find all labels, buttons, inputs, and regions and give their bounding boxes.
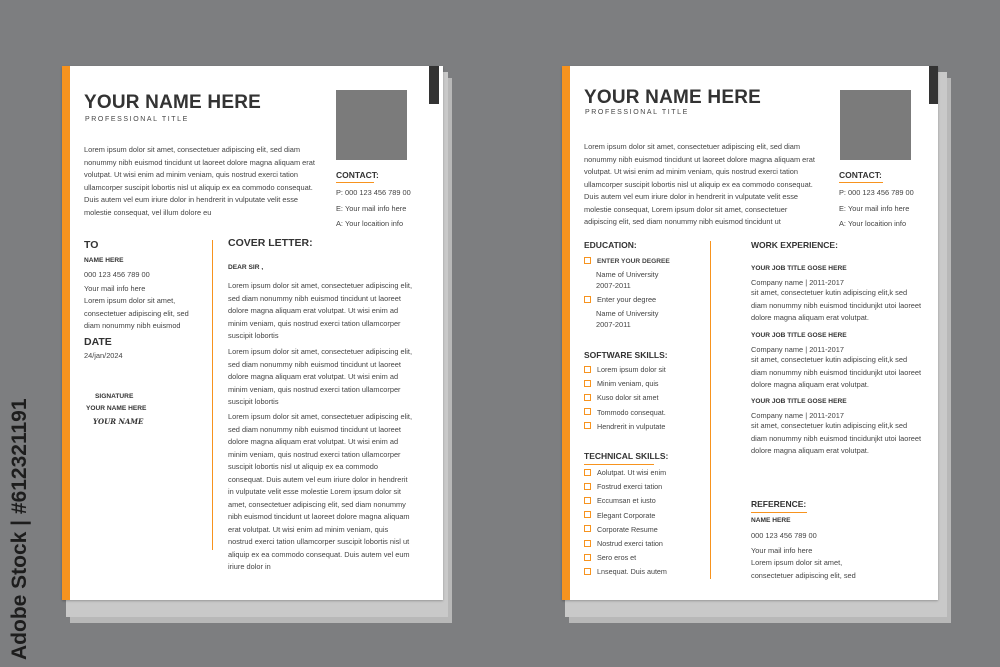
list-item: Lnsequat. Duis autem <box>584 565 667 579</box>
list-item: Eccumsan et iusto <box>584 494 667 508</box>
reference-phone: 000 123 456 789 00 <box>751 531 817 540</box>
checkbox-icon <box>584 511 591 518</box>
contact-heading: CONTACT: <box>839 170 882 180</box>
corner-tab <box>429 66 439 104</box>
technical-skills-list <box>584 466 667 580</box>
cover-letter-page <box>62 66 443 600</box>
list-item: Elegant Corporate <box>584 509 667 523</box>
to-email: Your mail info here <box>84 284 146 293</box>
experience-heading: WORK EXPERIENCE: <box>751 240 838 250</box>
contact-email-label: E: <box>839 204 846 213</box>
software-skills-list <box>584 363 666 434</box>
letter-paragraph-1: Lorem ipsum dolor sit amet, consectetuer adipiscing elit, sed diam nonummy nibh euismod tincidunt ut laoreet dolore magna aliquam erat volutpat. Ut wisi enim ad minim veniam, quis nostrud exerci tation ullamcorper suscipit lobortis <box>228 281 413 340</box>
checkbox-icon <box>584 568 591 575</box>
contact-underline <box>839 182 883 183</box>
contact-email: Your mail info here <box>345 204 407 213</box>
column-divider <box>212 240 213 550</box>
contact-email-label: E: <box>336 204 343 213</box>
to-heading: TO <box>84 239 99 251</box>
job-description-2: sit amet, consectetuer kutin adipiscing elit,k sed diam nonummy nibh euismod tincidunjkt utoi laoreet dolore magna aliquam erat volutpat. <box>751 355 922 389</box>
checkbox-icon <box>584 483 591 490</box>
contact-phone: 000 123 456 789 00 <box>848 188 914 197</box>
list-item: Nostrud exerci tation <box>584 537 667 551</box>
name-title: YOUR NAME HERE <box>584 87 761 108</box>
job-company-2: Company name | 2011-2017 <box>751 345 844 354</box>
list-item: Fostrud exerci tation <box>584 480 667 494</box>
reference-address: Lorem ipsum dolor sit amet, consectetuer adipiscing elit, sed <box>751 558 856 580</box>
handwritten-signature: YOUR NAME <box>93 417 144 426</box>
signature-name: YOUR NAME HERE <box>86 405 147 412</box>
education-degree-1: ENTER YOUR DEGREE <box>584 256 670 265</box>
to-phone: 000 123 456 789 00 <box>84 270 150 279</box>
list-item: Sero eros et <box>584 551 667 565</box>
checkbox-icon <box>584 469 591 476</box>
contact-phone-label: P: <box>336 188 343 197</box>
to-address: Lorem ipsum dolor sit amet, consectetuer adipiscing elit, sed diam nonummy nibh euismod <box>84 296 189 330</box>
contact-email: Your mail info here <box>848 204 910 213</box>
job-description-1: sit amet, consectetuer kutin adipiscing elit,k sed diam nonummy nibh euismod tincidunjkt utoi laoreet dolore magna aliquam erat volutpat. <box>751 288 922 322</box>
checkbox-icon <box>584 554 591 561</box>
checkbox-icon <box>584 257 591 264</box>
technical-skills-heading: TECHNICAL SKILLS: <box>584 451 669 461</box>
letter-paragraph-3: Lorem ipsum dolor sit amet, consectetuer adipiscing elit, sed diam nonummy nibh euismod tincidunt ut laoreet dolore magna aliquam erat volutpat. Ut wisi enim ad minim veniam, quis nostrud exerci tation ullamcorper suscipit lobortis nisl ut aliquip ex ea commodo consequat. Duis autem vel eum iriure dolor in hendrerit in vulputate velit esse molestie Lorem ipsum dolor sit amet, consectetuer adipiscing elit, sed diam nonummy nibh euismod tincidunt ut laoreet dolore magna aliquam erat volutpat. Ut wisi enim ad minim veniam, quis nostrud exerci tation ullamcorper suscipit lobortis nisl ut aliquip ex ea commodo consequat. Duis autem vel eum iriure dolor in <box>228 412 413 571</box>
corner-tab <box>929 66 938 104</box>
checkbox-icon <box>584 394 591 401</box>
to-name: NAME HERE <box>84 257 124 264</box>
contact-underline <box>336 182 374 183</box>
signature-label: SIGNATURE <box>95 393 134 400</box>
cover-letter-heading: COVER LETTER: <box>228 237 313 249</box>
letter-paragraph-2: Lorem ipsum dolor sit amet, consectetuer adipiscing elit, sed diam nonummy nibh euismod tincidunt ut laoreet dolore magna aliquam erat volutpat. Ut wisi enim ad minim veniam, quis nostrud exerci tation ullamcorper suscipit lobortis <box>228 347 413 406</box>
profile-photo <box>840 90 911 160</box>
checkbox-icon <box>584 540 591 547</box>
checkbox-icon <box>584 525 591 532</box>
education-heading: EDUCATION: <box>584 240 637 250</box>
reference-heading: REFERENCE: <box>751 499 807 509</box>
contact-phone: 000 123 456 789 00 <box>345 188 411 197</box>
job-description-3: sit amet, consectetuer kutin adipiscing elit,k sed diam nonummy nibh euismod tincidunjkt utoi laoreet dolore magna aliquam erat volutpat. <box>751 421 922 455</box>
list-item: Kuso dolor sit amet <box>584 391 666 405</box>
reference-name: NAME HERE <box>751 517 791 524</box>
job-company-1: Company name | 2011-2017 <box>751 278 844 287</box>
professional-title: PROFESSIONAL TITLE <box>85 116 189 123</box>
education-university-1: Name of University <box>596 270 659 279</box>
reference-email: Your mail info here <box>751 546 813 555</box>
job-company-3: Company name | 2011-2017 <box>751 411 844 420</box>
date-value: 24/jan/2024 <box>84 351 123 360</box>
profile-photo <box>336 90 407 160</box>
contact-address: Your locaition info <box>848 219 907 228</box>
reference-underline <box>751 512 807 513</box>
education-degree-2: Enter your degree <box>584 295 656 304</box>
list-item: Tommodo consequat. <box>584 406 666 420</box>
education-years-2: 2007-2011 <box>596 320 631 329</box>
checkbox-icon <box>584 422 591 429</box>
contact-address-label: A: <box>336 219 343 228</box>
intro-text: Lorem ipsum dolor sit amet, consectetuer adipiscing elit, sed diam nonummy nibh euismod tincidunt ut laoreet dolore magna aliquam erat volutpat. Ut wisi enim ad minim veniam, quis nostrud exerci tation ullamcorper suscipit lobortis nisl ut aliquip ex ea commodo consequat. Duis autem vel eum iriure dolor in hendrerit in vulputate velit esse molestie consequat, vel illum dolore eu <box>84 145 315 217</box>
job-title-1: YOUR JOB TITLE GOSE HERE <box>751 265 847 272</box>
checkbox-icon <box>584 408 591 415</box>
name-title: YOUR NAME HERE <box>84 92 261 113</box>
contact-heading: CONTACT: <box>336 170 379 180</box>
column-divider <box>710 241 711 579</box>
stock-badge: Adobe Stock | #612321191 <box>8 398 31 660</box>
resume-page <box>562 66 938 600</box>
date-heading: DATE <box>84 336 112 348</box>
professional-title: PROFESSIONAL TITLE <box>585 109 689 116</box>
checkbox-icon <box>584 296 591 303</box>
intro-text: Lorem ipsum dolor sit amet, consectetuer adipiscing elit, sed diam nonummy nibh euismod tincidunt ut laoreet dolore magna aliquam erat volutpat. Ut wisi enim ad minim veniam, quis nostrud exerci tation ullamcorper suscipit lobortis nisl ut aliquip ex ea commodo consequat. Duis autem vel eum iriure dolor in hendrerit in vulputate velit esse molestie consequat, Lorem ipsum dolor sit amet, consectetuer adipiscing elit, sed diam nonummy nibh euismod tincidunt ut <box>584 142 815 226</box>
contact-address-label: A: <box>839 219 846 228</box>
list-item: Aolutpat. Ut wisi enim <box>584 466 667 480</box>
list-item: Minim veniam, quis <box>584 377 666 391</box>
contact-address: Your locaition info <box>345 219 404 228</box>
software-skills-heading: SOFTWARE SKILLS: <box>584 350 668 360</box>
contact-phone-label: P: <box>839 188 846 197</box>
accent-bar <box>562 66 570 600</box>
salutation: DEAR SIR , <box>228 264 264 271</box>
education-years-1: 2007-2011 <box>596 281 631 290</box>
job-title-2: YOUR JOB TITLE GOSE HERE <box>751 332 847 339</box>
accent-bar <box>62 66 70 600</box>
checkbox-icon <box>584 497 591 504</box>
education-university-2: Name of University <box>596 309 659 318</box>
checkbox-icon <box>584 366 591 373</box>
list-item: Corporate Resume <box>584 523 667 537</box>
checkbox-icon <box>584 380 591 387</box>
list-item: Hendrerit in vulputate <box>584 420 666 434</box>
technical-underline <box>584 464 654 465</box>
list-item: Lorem ipsum dolor sit <box>584 363 666 377</box>
job-title-3: YOUR JOB TITLE GOSE HERE <box>751 398 847 405</box>
